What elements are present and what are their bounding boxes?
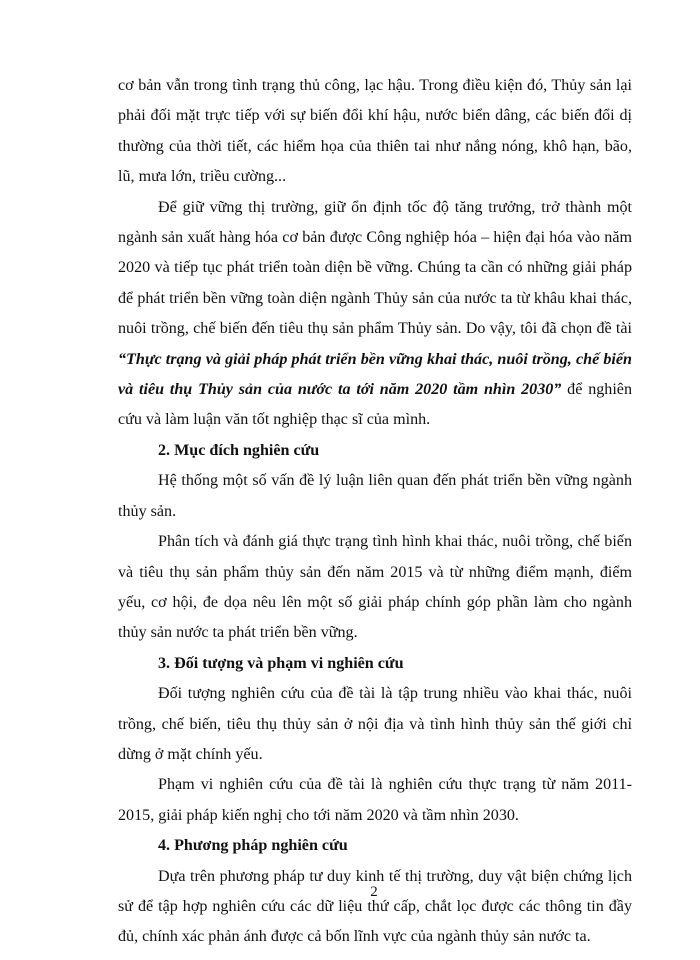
paragraph-purpose-1: Hệ thống một số vấn đề lý luận liên quan đến phát triển bền vững ngành thủy sản. [118, 472, 632, 520]
paragraph-intro-continuation: cơ bản vẫn trong tình trạng thủ công, lạc hậu. Trong điều kiện đó, Thủy sản lại phải đối mặt trực tiếp với sự biến đổi khí hậu, nước biển dâng, các biến đổi dị thường của thời tiết, các hiểm họa của thiên tai như nắng nóng, khô hạn, bão, lũ, mưa lớn, triều cường... [118, 77, 632, 186]
paragraph-scope-range: Phạm vi nghiên cứu của đề tài là nghiên cứu thực trạng từ năm 2011-2015, giải pháp kiến nghị cho tới năm 2020 và tầm nhìn 2030. [118, 776, 632, 824]
heading-research-purpose: 2. Mục đích nghiên cứu [158, 441, 320, 459]
rationale-text: Để giữ vững thị trường, giữ ổn định tốc độ tăng trưởng, trở thành một ngành sản xuất hàng hóa cơ bản được Công nghiệp hóa – hiện đại hóa vào năm 2020 và tiếp tục phát triển toàn diện bề vững. Chúng ta cần có những giải pháp để phát triển bền vững toàn diện ngành Thủy sản của nước ta từ khâu khai thác, nuôi trồng, chế biến đến tiêu thụ sản phẩm Thủy sản. Do vậy, tôi đã chọn đề tài [118, 198, 632, 338]
page-number: 2 [370, 884, 378, 900]
document-page [118, 71, 632, 953]
paragraph-scope-object: Đối tượng nghiên cứu của đề tài là tập trung nhiều vào khai thác, nuôi trồng, chế biến, tiêu thụ thủy sản ở nội địa và tình hình thủy sản thế giới chỉ dừng ở mặt chính yếu. [118, 685, 632, 763]
rationale-text-end: để nghiên cứu và làm luận văn tốt nghiệp thạc sĩ của mình. [118, 381, 632, 429]
thesis-title: “Thực trạng và giải pháp phát triển bền vững khai thác, nuôi trồng, chế biến và tiêu thụ Thủy sản của nước ta tới năm 2020 tầm nhìn 2030” [118, 350, 632, 399]
paragraph-method: Dựa trên phương pháp tư duy kinh tế thị trường, duy vật biện chứng lịch sử để tập hợp nghiên cứu các dữ liệu thứ cấp, chắt lọc được các thông tin đầy đủ, chính xác phản ánh được cả bốn lĩnh vực của ngành thủy sản nước ta. [118, 867, 632, 946]
heading-research-scope: 3. Đối tượng và phạm vi nghiên cứu [158, 654, 404, 672]
paragraph-purpose-2: Phân tích và đánh giá thực trạng tình hình khai thác, nuôi trồng, chế biến và tiêu thụ sản phẩm thủy sản đến năm 2015 và từ những điểm mạnh, điểm yếu, cơ hội, đe dọa nêu lên một số giải pháp chính góp phần làm cho ngành thủy sản nước ta phát triển bền vững. [118, 533, 632, 642]
paragraph-rationale [118, 193, 632, 436]
heading-research-method: 4. Phương pháp nghiên cứu [158, 837, 348, 855]
